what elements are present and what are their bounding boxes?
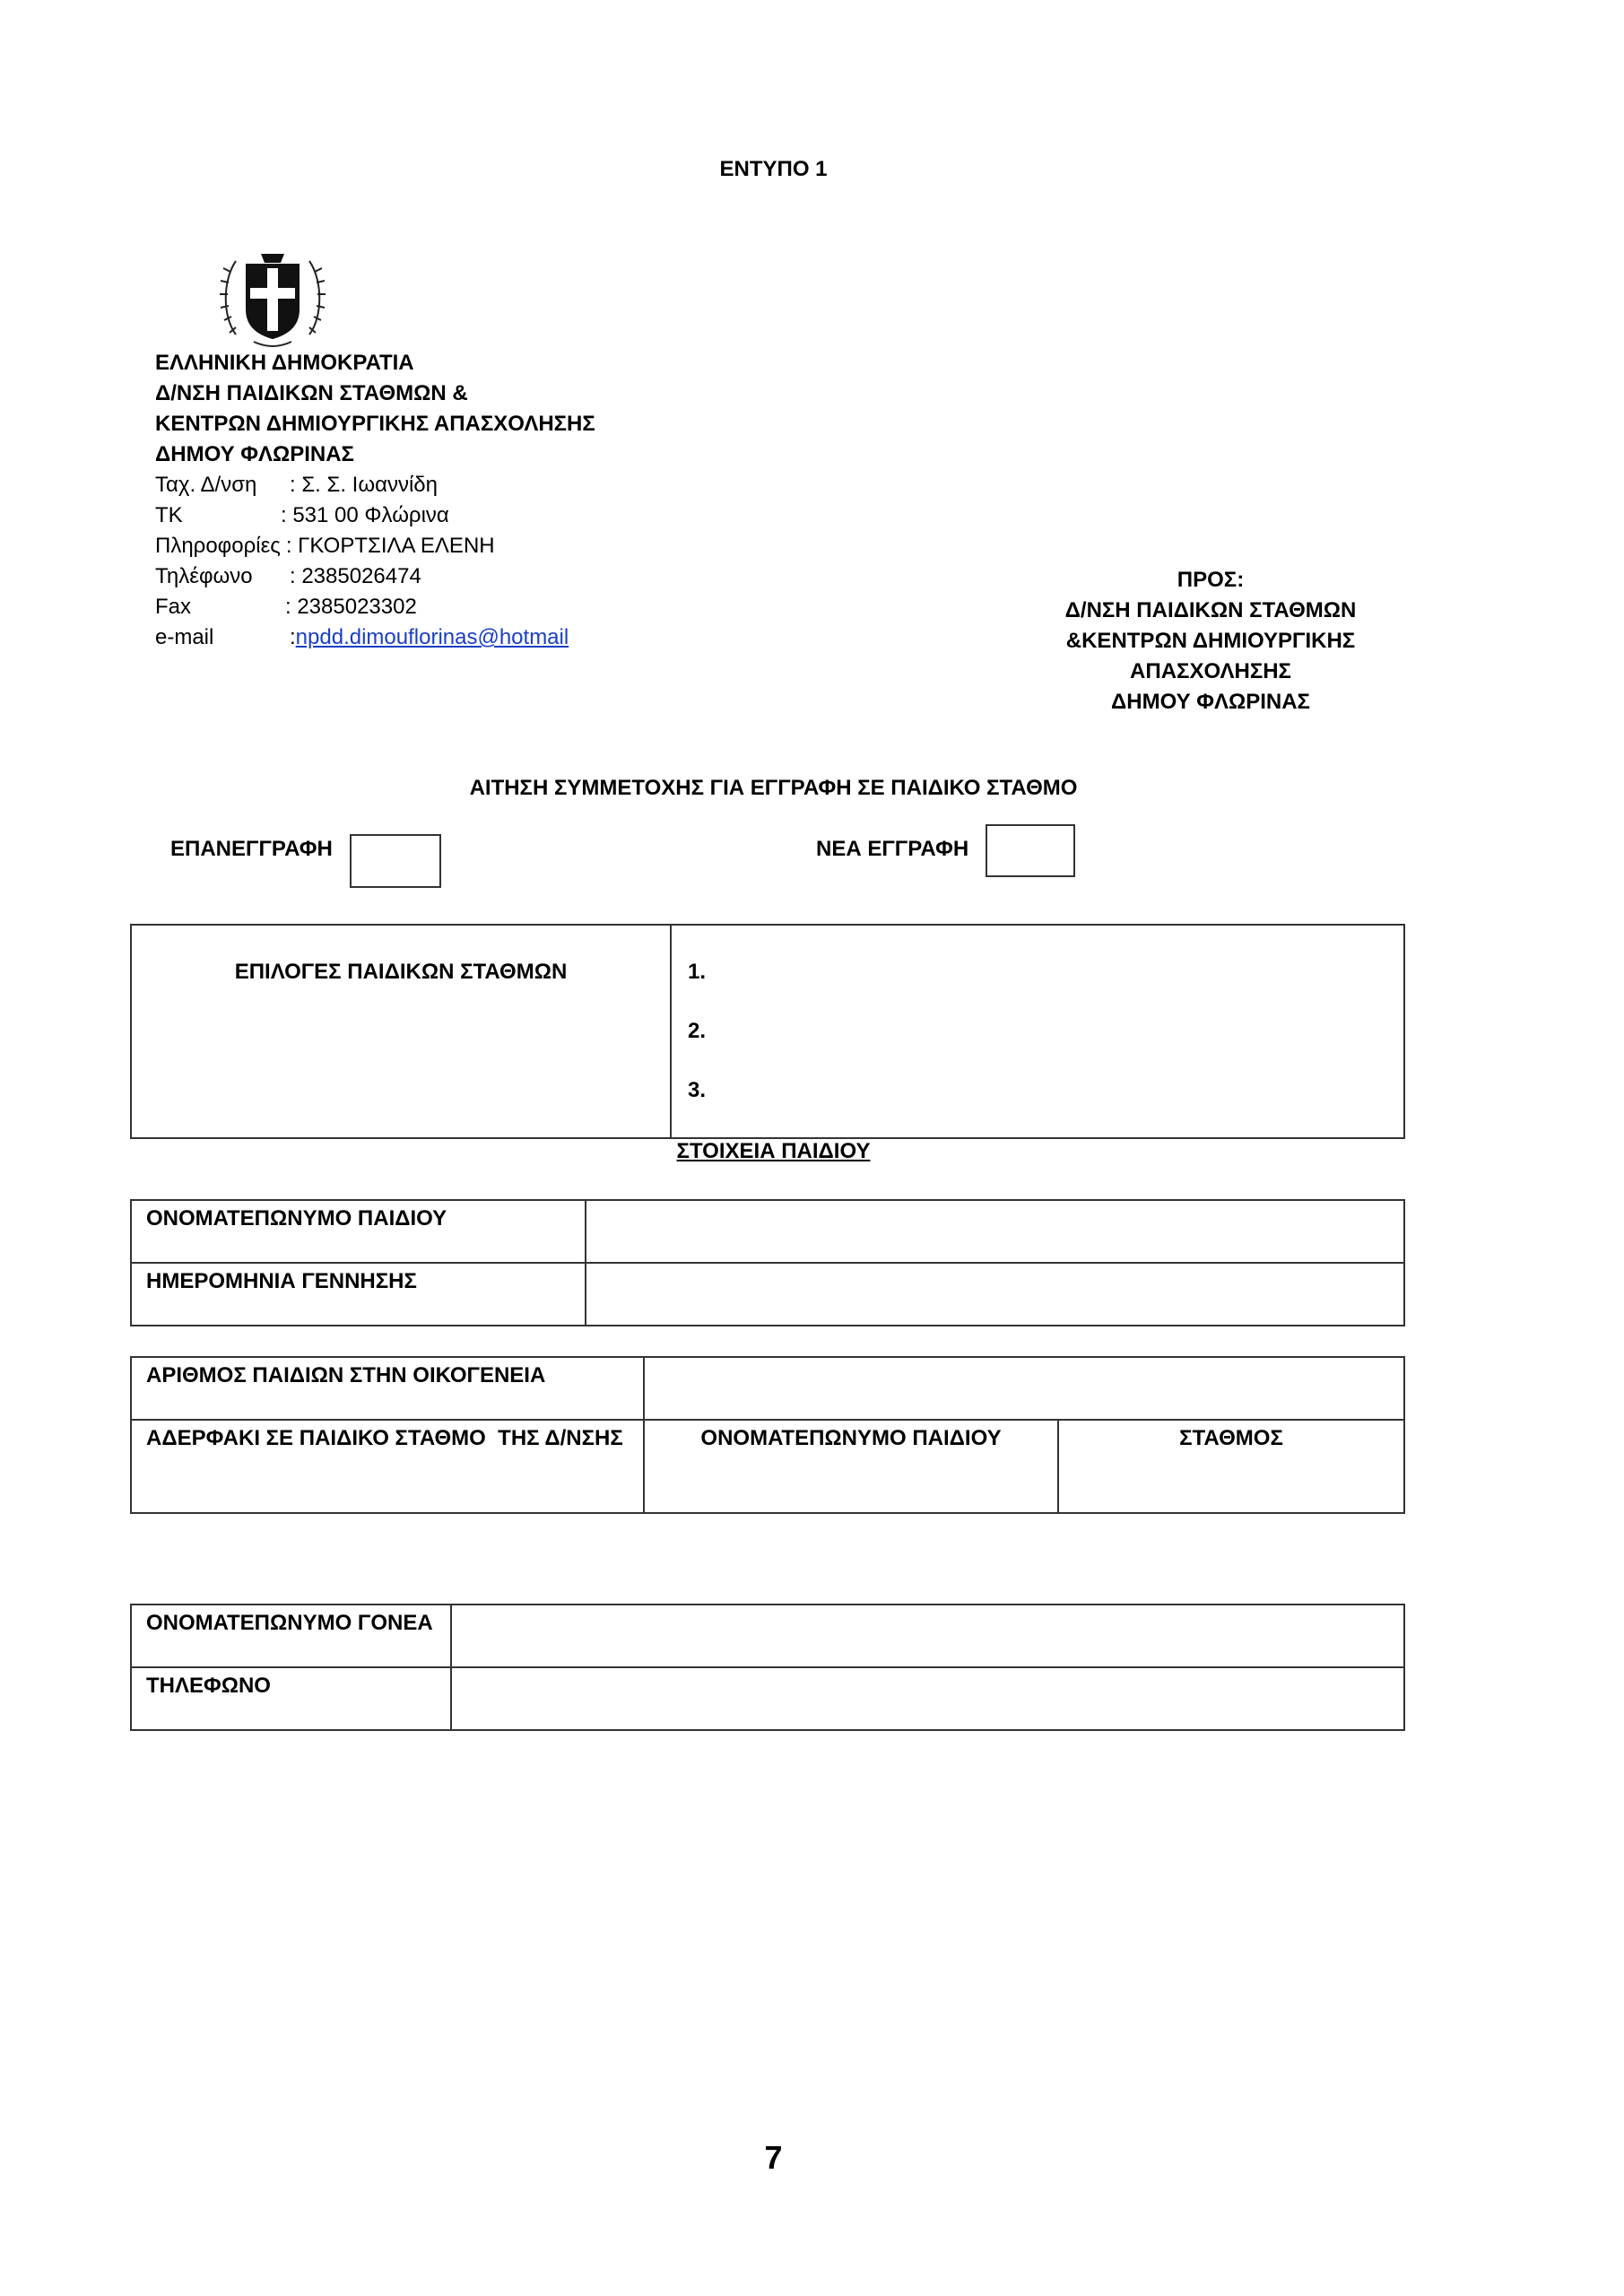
sibling-name-header: ΟΝΟΜΑΤΕΠΩΝΥΜΟ ΠΑΙΔΙΟΥ: [700, 1426, 1002, 1450]
recipient-block: [995, 565, 1426, 718]
parent-name-label: ΟΝΟΜΑΤΕΠΩΝΥΜΟ ΓΟΝΕΑ: [146, 1611, 433, 1635]
parent-phone-label: ΤΗΛΕΦΩΝΟ: [146, 1674, 271, 1698]
birthdate-label: ΗΜΕΡΟΜΗΝΙΑ ΓΕΝΝΗΣΗΣ: [146, 1269, 417, 1293]
choice-item: 3.: [688, 1078, 707, 1102]
info-label: Πληροφορίες: [155, 534, 281, 558]
sibling-label: ΑΔΕΡΦΑΚΙ ΣΕ ΠΑΙΔΙΚΟ ΣΤΑΘΜΟ ΤΗΣ Δ/ΝΣΗΣ: [146, 1426, 623, 1450]
station-choices-cell[interactable]: [671, 925, 1404, 1138]
parent-table: [130, 1604, 1405, 1731]
recipient-line: &ΚΕΝΤΡΩΝ ΔΗΜΙΟΥΡΓΙΚΗΣ: [1065, 629, 1356, 653]
issuer-line: ΚΕΝΤΡΩΝ ΔΗΜΙΟΥΡΓΙΚΗΣ ΑΠΑΣΧΟΛΗΣΗΣ: [155, 412, 595, 436]
recipient-label: ΠΡΟΣ:: [1177, 568, 1245, 592]
issuer-line: ΕΛΛΗΝΙΚΗ ΔΗΜΟΚΡΑΤΙΑ: [155, 351, 414, 375]
page-number: 7: [764, 2139, 783, 2176]
phone-row: [155, 561, 595, 592]
email-prefix: :: [290, 625, 296, 649]
child-name-label: ΟΝΟΜΑΤΕΠΩΝΥΜΟ ΠΑΙΔΙΟΥ: [146, 1206, 447, 1231]
postcode-row: [155, 500, 595, 531]
child-details-table: [130, 1199, 1405, 1326]
choice-item: 1.: [688, 960, 707, 984]
parent-phone-field[interactable]: [451, 1667, 1404, 1730]
sibling-label-cell: [131, 1420, 644, 1513]
postcode-value: : 531 00 Φλώρινα: [281, 503, 449, 527]
email-link[interactable]: npdd.dimouflorinas@hotmail: [295, 625, 569, 649]
child-section-title: ΣΤΟΙΧΕΙΑ ΠΑΙΔΙΟΥ: [676, 1139, 871, 1163]
fax-label: Fax: [155, 595, 192, 619]
parent-phone-label-cell: [131, 1667, 451, 1730]
parent-name-field[interactable]: [451, 1605, 1404, 1667]
station-cell[interactable]: [1058, 1420, 1404, 1513]
info-value: : ΓΚΟΡΤΣΙΛΑ ΕΛΕΝΗ: [285, 534, 495, 558]
family-table: [130, 1356, 1405, 1514]
reregistration-checkbox[interactable]: [350, 834, 441, 888]
children-count-label-cell: [131, 1357, 644, 1420]
fax-row: [155, 592, 595, 622]
new-registration-label: ΝΕΑ ΕΓΓΡΑΦΗ: [816, 837, 969, 861]
issuer-line: Δ/ΝΣΗ ΠΑΙΔΙΚΩΝ ΣΤΑΘΜΩΝ &: [155, 381, 468, 405]
birthdate-label-cell: [131, 1263, 586, 1326]
recipient-line: ΑΠΑΣΧΟΛΗΣΗΣ: [1130, 659, 1291, 683]
choice-item: 2.: [688, 1019, 707, 1043]
station-choices-table: [130, 924, 1405, 1139]
reregistration-label: ΕΠΑΝΕΓΓΡΑΦΗ: [170, 837, 333, 861]
station-header: ΣΤΑΘΜΟΣ: [1179, 1426, 1283, 1450]
info-row: [155, 531, 595, 561]
greek-coat-of-arms-emblem: [218, 245, 327, 349]
postcode-label: ΤΚ: [155, 503, 183, 527]
issuer-line: ΔΗΜΟΥ ΦΛΩΡΙΝΑΣ: [155, 442, 354, 466]
email-label: e-mail: [155, 625, 214, 649]
address-row: [155, 470, 595, 500]
issuer-block: [155, 348, 595, 653]
phone-label: Τηλέφωνο: [155, 564, 253, 588]
recipient-line: ΔΗΜΟΥ ΦΛΩΡΙΝΑΣ: [1111, 690, 1310, 714]
form-code: ΕΝΤΥΠΟ 1: [719, 157, 828, 181]
recipient-line: Δ/ΝΣΗ ΠΑΙΔΙΚΩΝ ΣΤΑΘΜΩΝ: [1064, 598, 1357, 622]
children-count-label: ΑΡΙΘΜΟΣ ΠΑΙΔΙΩΝ ΣΤΗΝ ΟΙΚΟΓΕΝΕΙΑ: [146, 1363, 546, 1387]
station-choices-label-cell: [131, 925, 671, 1138]
children-count-field[interactable]: [644, 1357, 1404, 1420]
new-registration-checkbox[interactable]: [986, 824, 1075, 877]
station-choices-label: ΕΠΙΛΟΓΕΣ ΠΑΙΔΙΚΩΝ ΣΤΑΘΜΩΝ: [234, 960, 568, 984]
child-name-field[interactable]: [586, 1200, 1404, 1263]
address-label: Ταχ. Δ/νση: [155, 473, 257, 497]
phone-value: : 2385026474: [290, 564, 421, 588]
parent-name-label-cell: [131, 1605, 451, 1667]
child-name-label-cell: [131, 1200, 586, 1263]
birthdate-field[interactable]: [586, 1263, 1404, 1326]
email-row: [155, 622, 595, 653]
address-value: : Σ. Σ. Ιωαννίδη: [290, 473, 438, 497]
application-title: ΑΙΤΗΣΗ ΣΥΜΜΕΤΟΧΗΣ ΓΙΑ ΕΓΓΡΑΦΗ ΣΕ ΠΑΙΔΙΚΟ ΣΤΑΘΜΟ: [469, 776, 1078, 800]
sibling-name-cell[interactable]: [644, 1420, 1058, 1513]
fax-value: : 2385023302: [285, 595, 417, 619]
